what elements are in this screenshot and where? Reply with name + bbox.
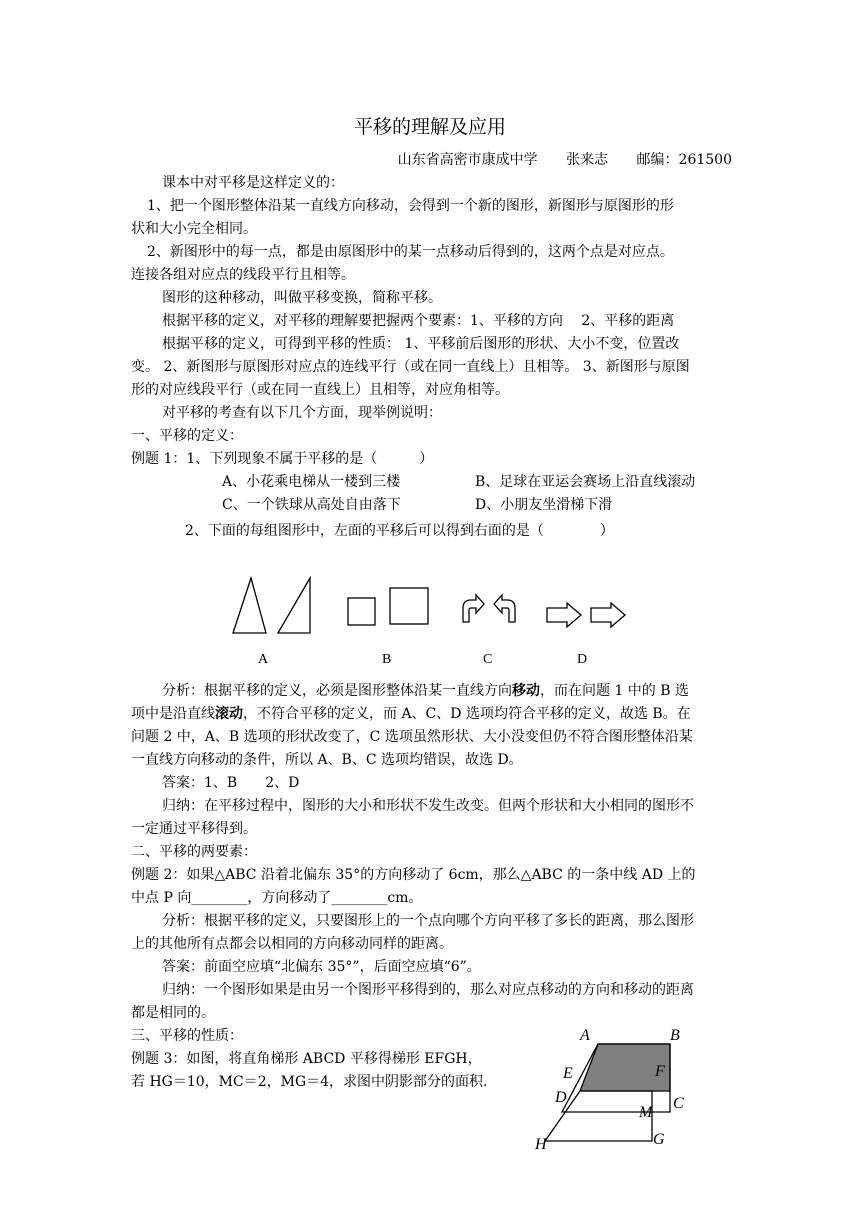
exam-intro: 对平移的考查有以下几个方面，现举例说明： xyxy=(162,405,442,421)
figure-b-square-large xyxy=(390,588,428,624)
point-label-d: D xyxy=(555,1089,567,1106)
figure-label-a: A xyxy=(258,652,269,667)
analysis-1-cont xyxy=(131,703,691,726)
option-a: A、小花乘电梯从一楼到三楼 xyxy=(222,474,401,490)
analysis-1-cont-2: 问题 2 中，A、B 选项的形状改变了，C 选项虽然形状、大小没变但仍不符合图形整体沿某 xyxy=(131,729,693,745)
analysis-1-cont-text-2: ，不符合平移的定义，而 A、C、D 选项均符合平移的定义，故选 B。在 xyxy=(243,706,691,722)
figure-a-triangle-left xyxy=(233,578,266,633)
trapezoid-figure xyxy=(525,1020,705,1160)
definition-2: 2、新图形中的每一点，都是由原图形中的某一点移动后得到的，这两个点是对应点。 xyxy=(147,244,674,260)
point-label-a: A xyxy=(580,1027,590,1044)
figure-c-arrow-left xyxy=(494,595,515,622)
intro-lead: 课本中对平移是这样定义的： xyxy=(162,175,344,191)
point-label-f: F xyxy=(655,1063,665,1080)
point-label-e: E xyxy=(563,1065,573,1082)
analysis-1 xyxy=(162,680,689,703)
example-2-question-cont: 中点 P 向________，方向移动了________cm。 xyxy=(131,890,423,906)
point-label-b: B xyxy=(670,1027,680,1044)
analysis-1-cont-bold: 滚动 xyxy=(215,706,243,722)
example-1-question-2: 2、下面的每组图形中，左面的平移后可以得到右面的是（ ） xyxy=(185,523,614,539)
point-label-h: H xyxy=(535,1136,547,1153)
summary-2-cont: 都是相同的。 xyxy=(131,1005,215,1021)
analysis-1-text-2: ，而在问题 1 中的 B 选 xyxy=(540,683,689,699)
definition-name: 图形的这种移动，叫做平移变换，简称平移。 xyxy=(162,290,442,306)
point-label-m: M xyxy=(639,1104,653,1121)
definition-1-cont: 状和大小完全相同。 xyxy=(131,221,257,237)
translation-elements: 根据平移的定义，对平移的理解要把握两个要素：1、平移的方向 2、平移的距离 xyxy=(162,313,675,329)
translation-properties-cont-2: 形的对应线段平行（或在同一直线上）且相等，对应角相等。 xyxy=(131,382,509,398)
analysis-1-cont-text: 项中是沿直线 xyxy=(131,706,215,722)
author-postcode: 邮编：261500 xyxy=(636,152,732,168)
figure-c-arrow-right xyxy=(463,595,484,622)
analysis-2: 分析：根据平移的定义，只要图形上的一个点向哪个方向平移了多长的距离，那么图形 xyxy=(162,913,694,929)
analysis-2-cont: 上的其他所有点都会以相同的方向移动同样的距离。 xyxy=(131,936,453,952)
analysis-1-cont-3: 一直线方向移动的条件，所以 A、B、C 选项均错误，故选 D。 xyxy=(131,752,523,768)
figure-d-arrow-1 xyxy=(547,603,581,627)
author-school: 山东省高密市康成中学 xyxy=(397,152,538,168)
point-label-c: C xyxy=(673,1095,684,1112)
section-3-heading: 三、平移的性质： xyxy=(131,1028,243,1044)
translation-properties-cont: 变。 2、新图形与原图形对应点的连线平行（或在同一直线上）且相等。 3、新图形与原图 xyxy=(131,359,690,375)
example-3-question: 例题 3：如图，将直角梯形 ABCD 平移得梯形 EFGH， xyxy=(131,1051,482,1067)
option-c: C、一个铁球从高处自由落下 xyxy=(222,497,401,513)
summary-1-cont: 一定通过平移得到。 xyxy=(131,821,257,837)
figure-label-c: C xyxy=(483,652,493,667)
definition-1: 1、把一个图形整体沿某一直线方向移动，会得到一个新的图形，新图形与原图形的形 xyxy=(147,198,674,214)
example-3-question-cont: 若 HG＝10，MC＝2，MG＝4，求图中阴影部分的面积. xyxy=(131,1074,488,1090)
translation-properties: 根据平移的定义，可得到平移的性质： 1、平移前后图形的形状、大小不变，位置改 xyxy=(162,336,680,352)
figure-label-b: B xyxy=(382,652,392,667)
option-b: B、足球在亚运会赛场上沿直线滚动 xyxy=(475,474,696,490)
section-1-heading: 一、平移的定义： xyxy=(131,428,243,444)
figure-label-d: D xyxy=(577,652,588,667)
author-name: 张来志 xyxy=(566,152,609,168)
analysis-1-bold: 移动 xyxy=(512,683,540,699)
figure-b-square-small xyxy=(348,598,375,625)
figure-d-arrow-2 xyxy=(591,603,625,627)
translation-figures xyxy=(0,570,860,650)
author-line xyxy=(398,149,732,172)
answer-1: 答案：1、B 2、D xyxy=(162,775,300,791)
summary-1: 归纳：在平移过程中，图形的大小和形状不发生改变。但两个形状和大小相同的图形不 xyxy=(162,798,694,814)
summary-2: 归纳：一个图形如果是由另一个图形平移得到的，那么对应点移动的方向和移动的距离 xyxy=(162,982,694,998)
example-1-question-1: 例题 1：1、下列现象不属于平移的是（ ） xyxy=(131,451,434,467)
answer-2: 答案：前面空应填“北偏东 35°”，后面空应填“6”。 xyxy=(162,959,481,975)
figure-a-triangle-right xyxy=(278,578,310,633)
definition-2-cont: 连接各组对应点的线段平行且相等。 xyxy=(131,267,355,283)
example-2-question: 例题 2：如果△ABC 沿着北偏东 35°的方向移动了 6cm，那么△ABC 的一条中线 AD 上的 xyxy=(131,867,696,883)
analysis-1-text: 分析：根据平移的定义，必须是图形整体沿某一直线方向 xyxy=(162,683,512,699)
option-d: D、小朋友坐滑梯下滑 xyxy=(475,497,613,513)
page-title: 平移的理解及应用 xyxy=(353,116,506,138)
point-label-g: G xyxy=(653,1131,665,1148)
section-2-heading: 二、平移的两要素： xyxy=(131,844,257,860)
